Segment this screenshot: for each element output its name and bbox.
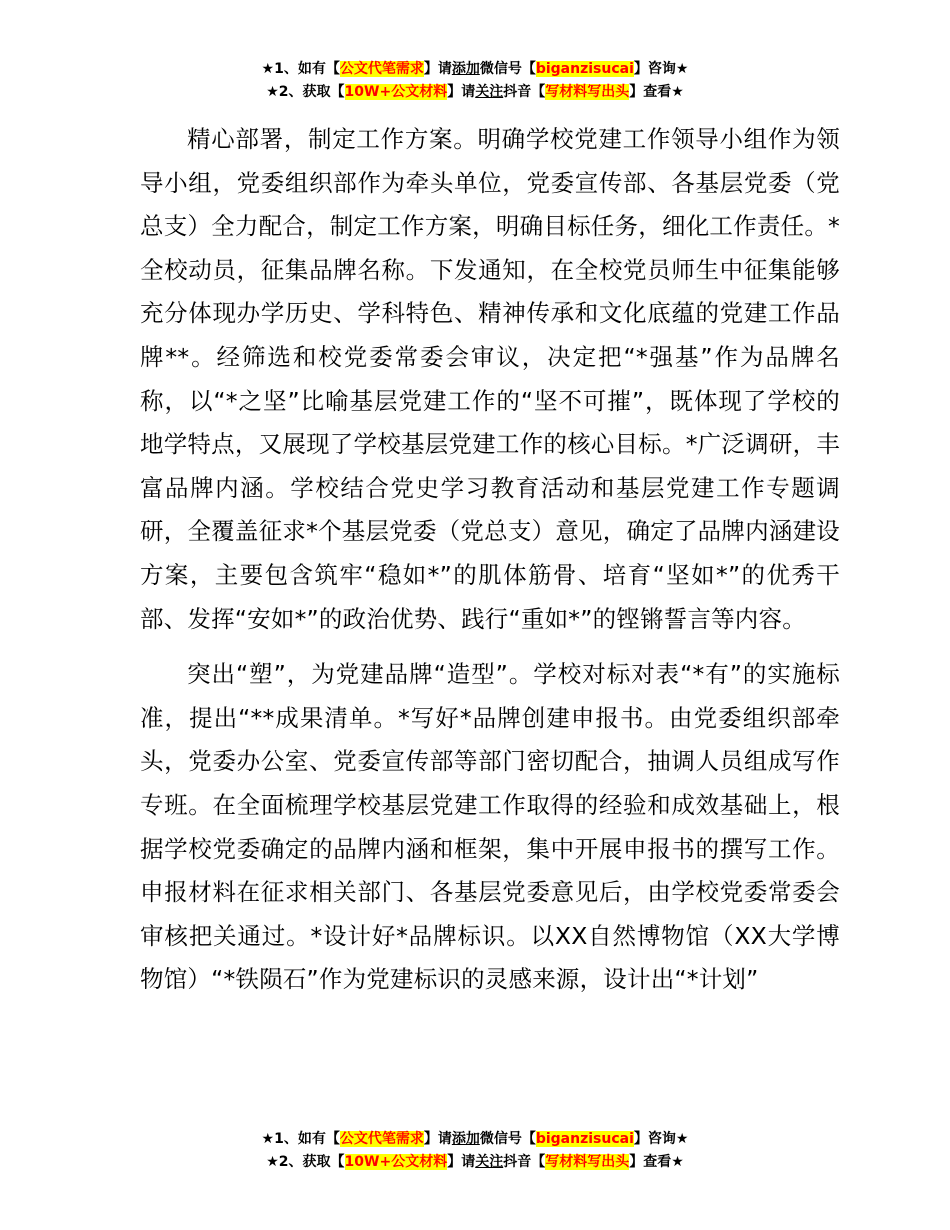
document-body bbox=[140, 118, 840, 1014]
paragraph-2: 突出“塑”，为党建品牌“造型”。学校对标对表“*有”的实施标准，提出“**成果清单。*写好*品牌创建申报书。由党委组织部牵头，党委办公室、党委宣传部等部门密切配合，抽调人员组成写作专班。在全面梳理学校基层党建工作取得的经验和成效基础上，根据学校党委确定的品牌内涵和框架，集中开展申报书的撰写工作。申报材料在征求相关部门、各基层党委意见后，由学校党委常委会审核把关通过。*设计好*品牌标识。以XX自然博物馆（XX大学博物馆）“*铁陨石”作为党建标识的灵感来源，设计出“*计划” bbox=[140, 660, 840, 994]
banner-text: 】请 bbox=[423, 1131, 452, 1147]
banner-text: 】请 bbox=[447, 1154, 476, 1170]
star-icon: ★ bbox=[671, 84, 684, 100]
star-icon: ★ bbox=[675, 61, 689, 77]
highlight-materials: 10W+公文材料 bbox=[344, 1154, 448, 1170]
footer-banner-line-1 bbox=[0, 1128, 950, 1151]
header-banner bbox=[0, 58, 950, 104]
star-icon: ★ bbox=[671, 1154, 684, 1170]
banner-text: 微信号【 bbox=[479, 1131, 536, 1147]
highlight-materials: 10W+公文材料 bbox=[344, 84, 448, 100]
star-icon: ★ bbox=[266, 84, 279, 100]
star-icon: ★ bbox=[261, 1131, 275, 1147]
paragraph-1: 精心部署，制定工作方案。明确学校党建工作领导小组作为领导小组，党委组织部作为牵头单位，党委宣传部、各基层党委（党总支）全力配合，制定工作方案，明确目标任务，细化工作责任。*全校动员，征集品牌名称。下发通知，在全校党员师生中征集能够充分体现办学历史、学科特色、精神传承和文化底蕴的党建工作品牌**。经筛选和校党委常委会审议，决定把“*强基”作为品牌名称，以“*之坚”比喻基层党建工作的“坚不可摧”，既体现了学校的地学特点，又展现了学校基层党建工作的核心目标。*广泛调研，丰富品牌内涵。学校结合党史学习教育活动和基层党建工作专题调研，全覆盖征求*个基层党委（党总支）意见，确定了品牌内涵建设方案，主要包含筑牢“稳如*”的肌体筋骨、培育“坚如*”的优秀干部、发挥“安如*”的政治优势、践行“重如*”的铿锵誓言等内容。 bbox=[140, 125, 840, 633]
banner-text: 抖音【 bbox=[503, 84, 546, 100]
banner-text: 1、如有【 bbox=[274, 1131, 340, 1147]
banner-text: 】请 bbox=[423, 61, 452, 77]
banner-text: 2、获取【 bbox=[278, 1154, 345, 1170]
header-banner-line-1 bbox=[0, 58, 950, 81]
banner-text: 】咨询 bbox=[633, 1131, 676, 1147]
banner-text: 】查看 bbox=[629, 1154, 672, 1170]
banner-emphasis: 添加 bbox=[451, 1131, 480, 1147]
banner-text: 2、获取【 bbox=[278, 84, 345, 100]
footer-banner-line-2 bbox=[0, 1151, 950, 1174]
star-icon: ★ bbox=[675, 1131, 689, 1147]
highlight-wechat-id: biganzisucai bbox=[535, 61, 634, 77]
banner-emphasis: 关注 bbox=[475, 84, 504, 100]
banner-emphasis: 添加 bbox=[451, 61, 480, 77]
highlight-service: 公文代笔需求 bbox=[339, 61, 424, 77]
star-icon: ★ bbox=[261, 61, 275, 77]
highlight-douyin-id: 写材料写出头 bbox=[545, 84, 630, 100]
highlight-service: 公文代笔需求 bbox=[339, 1131, 424, 1147]
footer-banner bbox=[0, 1128, 950, 1174]
highlight-douyin-id: 写材料写出头 bbox=[545, 1154, 630, 1170]
banner-text: 1、如有【 bbox=[274, 61, 340, 77]
banner-text: 】查看 bbox=[629, 84, 672, 100]
highlight-wechat-id: biganzisucai bbox=[535, 1131, 634, 1147]
star-icon: ★ bbox=[266, 1154, 279, 1170]
banner-text: 微信号【 bbox=[479, 61, 536, 77]
header-banner-line-2 bbox=[0, 81, 950, 104]
banner-text: 】咨询 bbox=[633, 61, 676, 77]
banner-text: 】请 bbox=[447, 84, 476, 100]
banner-text: 抖音【 bbox=[503, 1154, 546, 1170]
banner-emphasis: 关注 bbox=[475, 1154, 504, 1170]
